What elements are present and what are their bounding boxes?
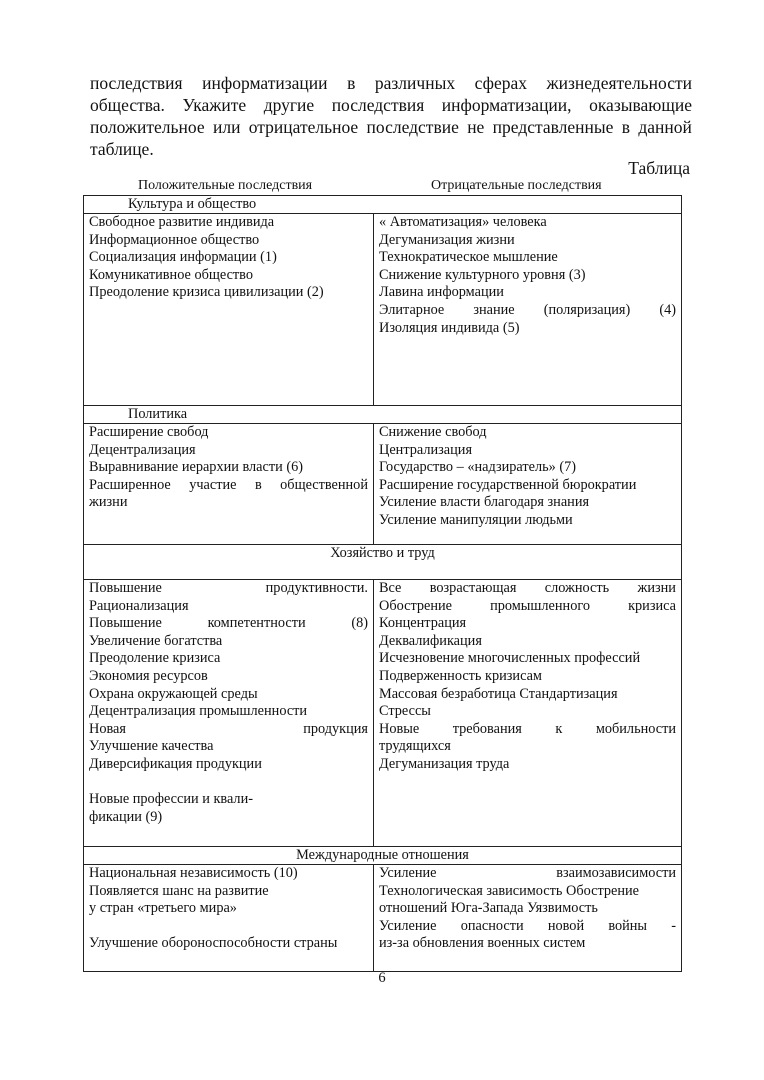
cell-line: Технократическое мышление bbox=[379, 249, 558, 266]
word: (4) bbox=[659, 301, 676, 318]
intro-line-4: таблице. bbox=[90, 139, 154, 159]
section-content-row bbox=[84, 424, 682, 545]
cell-line: Подверженность кризисам bbox=[379, 667, 542, 684]
word: Усиление bbox=[379, 865, 437, 881]
positive-cell bbox=[84, 580, 374, 847]
cell-line: Новые профессии и квали- bbox=[89, 791, 253, 808]
word: взаимозависимости bbox=[556, 865, 676, 881]
positive-cell bbox=[84, 424, 374, 545]
cell-line: Расширение свобод bbox=[89, 424, 209, 440]
word: Повышение bbox=[89, 615, 162, 632]
section-header-row bbox=[84, 196, 682, 214]
word: Повышение bbox=[89, 580, 162, 596]
word: данной bbox=[638, 117, 692, 137]
word: продуктивности. bbox=[265, 580, 368, 596]
negative-cell bbox=[374, 865, 682, 972]
intro-line-1 bbox=[90, 72, 692, 94]
cell-line: Исчезновение многочисленных профессий bbox=[379, 650, 641, 667]
section-content-row bbox=[84, 865, 682, 972]
word: промышленного bbox=[490, 597, 591, 614]
word: Элитарное bbox=[379, 301, 445, 318]
cell-line: трудящихся bbox=[379, 738, 451, 755]
cell-line: « Автоматизация» человека bbox=[379, 214, 547, 230]
column-header-negative: Отрицательные последствия bbox=[431, 178, 602, 193]
word: сложность bbox=[544, 580, 610, 596]
word: новой bbox=[547, 917, 585, 934]
column-header-positive: Положительные последствия bbox=[138, 178, 313, 193]
word: информатизации, bbox=[441, 95, 572, 115]
word: последствие bbox=[366, 117, 459, 137]
word: Укажите bbox=[182, 95, 247, 115]
word: компетентности bbox=[207, 615, 306, 632]
table-caption: Таблица bbox=[628, 158, 690, 178]
cell-line: у стран «третьего мира» bbox=[89, 900, 237, 917]
positive-cell bbox=[84, 865, 374, 972]
cell-line: отношений Юга-Запада Уязвимость bbox=[379, 900, 598, 917]
section-header-row bbox=[84, 545, 682, 580]
cell-line: Государство – «надзиратель» (7) bbox=[379, 459, 577, 476]
word: Новая bbox=[89, 720, 126, 737]
cell-line: Диверсификация продукции bbox=[89, 755, 262, 772]
cell-line: Стрессы bbox=[379, 703, 431, 720]
cell-line: Изоляция индивида (5) bbox=[379, 319, 520, 336]
cell-line bbox=[89, 918, 368, 936]
cell-line: Снижение культурного уровня (3) bbox=[379, 266, 586, 283]
cell-line: Улучшение качества bbox=[89, 738, 214, 755]
section-content-row bbox=[84, 580, 682, 847]
cell-line: Улучшение обороноспособности страны bbox=[89, 935, 338, 952]
cell-line: Лавина информации bbox=[379, 284, 504, 301]
cell-line bbox=[379, 580, 676, 598]
word: продукция bbox=[303, 720, 368, 737]
word: Расширенное bbox=[89, 476, 171, 493]
cell-line: Децентрализация промышленности bbox=[89, 703, 308, 720]
cell-line: Свободное развитие индивида bbox=[89, 214, 275, 230]
cell-line: Децентрализация bbox=[89, 441, 196, 458]
word: представленные bbox=[492, 117, 614, 137]
section-title: Политика bbox=[84, 406, 682, 424]
section-title: Культура и общество bbox=[84, 196, 682, 214]
cell-line bbox=[379, 302, 676, 320]
intro-line-3 bbox=[90, 116, 692, 138]
word: сферах bbox=[474, 73, 527, 93]
cell-line: Информационное общество bbox=[89, 231, 260, 248]
word: (поляризация) bbox=[543, 301, 631, 318]
word: требования bbox=[452, 720, 522, 737]
word: Все bbox=[379, 580, 402, 596]
word: - bbox=[671, 917, 676, 934]
cell-line bbox=[89, 615, 368, 633]
positive-cell bbox=[84, 214, 374, 406]
word: возрастающая bbox=[429, 580, 517, 596]
cell-line: Преодоление кризиса bbox=[89, 650, 221, 667]
cell-line: Расширение государственной бюрократии bbox=[379, 476, 637, 493]
word: мобильности bbox=[595, 720, 676, 737]
word: жизни bbox=[637, 580, 676, 596]
cell-line: Выравнивание иерархии власти (6) bbox=[89, 459, 304, 476]
cell-line: Преодоление кризиса цивилизации (2) bbox=[89, 284, 324, 301]
consequences-table bbox=[83, 195, 682, 972]
word: участие bbox=[189, 476, 237, 493]
cell-line: Централизация bbox=[379, 441, 473, 458]
word: оказывающие bbox=[589, 95, 692, 115]
word: войны bbox=[608, 917, 648, 934]
cell-line bbox=[89, 580, 368, 598]
negative-cell bbox=[374, 424, 682, 545]
section-content-row bbox=[84, 214, 682, 406]
word: различных bbox=[374, 73, 456, 93]
cell-line: Деквалификация bbox=[379, 632, 482, 649]
cell-line: Охрана окружающей среды bbox=[89, 685, 258, 702]
word: отрицательное bbox=[248, 117, 359, 137]
cell-line: Усиление власти благодаря знания bbox=[379, 494, 590, 511]
word: последствия bbox=[331, 95, 425, 115]
cell-line: Технологическая зависимость Обострение bbox=[379, 882, 640, 899]
cell-line bbox=[379, 865, 676, 883]
word: Усиление bbox=[379, 917, 437, 934]
cell-line: Национальная независимость (10) bbox=[89, 865, 298, 881]
cell-line bbox=[379, 918, 676, 936]
cell-line: Экономия ресурсов bbox=[89, 667, 208, 684]
word: опасности bbox=[460, 917, 524, 934]
cell-line: Концентрация bbox=[379, 615, 467, 632]
cell-line: Дегуманизация жизни bbox=[379, 231, 515, 248]
cell-line: Усиление манипуляции людьми bbox=[379, 511, 573, 528]
cell-line: Появляется шанс на развитие bbox=[89, 882, 269, 899]
negative-cell bbox=[374, 214, 682, 406]
word: не bbox=[467, 117, 485, 137]
intro-line-2 bbox=[90, 94, 692, 116]
cell-line: Дегуманизация труда bbox=[379, 755, 510, 772]
word: в bbox=[347, 73, 356, 93]
cell-line bbox=[89, 477, 368, 495]
cell-line: Снижение свобод bbox=[379, 424, 487, 440]
cell-line: из-за обновления военных систем bbox=[379, 935, 586, 952]
word: или bbox=[212, 117, 241, 137]
word: последствия bbox=[90, 73, 183, 93]
section-header-row bbox=[84, 847, 682, 865]
cell-line: жизни bbox=[89, 494, 128, 511]
page-number: 6 bbox=[378, 970, 386, 986]
cell-line bbox=[379, 598, 676, 616]
word: знание bbox=[473, 301, 515, 318]
word: общества. bbox=[90, 95, 165, 115]
cell-line bbox=[379, 721, 676, 739]
word: Новые bbox=[379, 720, 420, 737]
cell-line bbox=[89, 721, 368, 739]
word: общественной bbox=[280, 476, 368, 493]
cell-line: Комуникативное общество bbox=[89, 266, 253, 283]
word: к bbox=[555, 720, 563, 737]
word: (8) bbox=[351, 615, 368, 632]
negative-cell bbox=[374, 580, 682, 847]
word: информатизации bbox=[202, 73, 328, 93]
word: Обострение bbox=[379, 597, 453, 614]
cell-line: Массовая безработица Стандартизация bbox=[379, 685, 618, 702]
cell-line: Социализация информации (1) bbox=[89, 249, 277, 266]
cell-line: Увеличение богатства bbox=[89, 632, 223, 649]
word: в bbox=[621, 117, 631, 137]
word: положительное bbox=[90, 117, 205, 137]
word: кризиса bbox=[628, 597, 676, 614]
cell-line bbox=[89, 774, 368, 792]
section-title: Международные отношения bbox=[84, 847, 682, 865]
word: жизнедеятельности bbox=[546, 73, 692, 93]
cell-line: Рационализация bbox=[89, 597, 189, 614]
word: в bbox=[254, 476, 262, 493]
section-header-row bbox=[84, 406, 682, 424]
section-title: Хозяйство и труд bbox=[84, 545, 682, 580]
word: другие bbox=[263, 95, 315, 115]
cell-line: фикации (9) bbox=[89, 808, 163, 825]
intro-paragraph bbox=[90, 72, 692, 160]
